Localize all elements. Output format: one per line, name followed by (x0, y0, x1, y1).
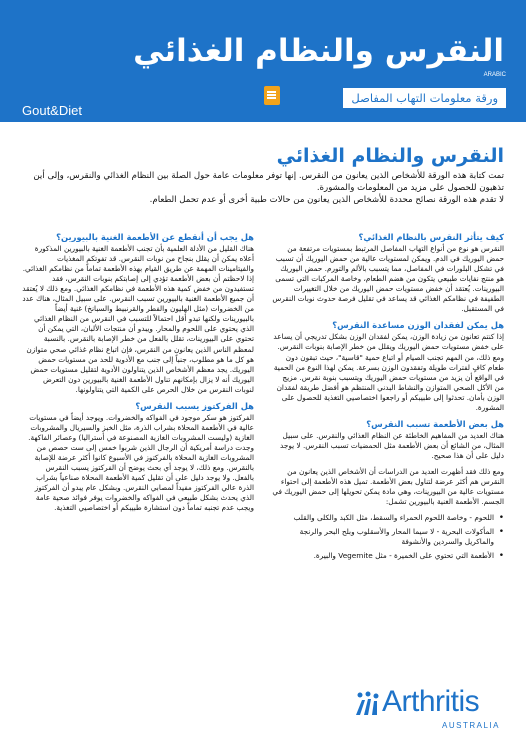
list-item: • المأكولات البحرية - لا سيما المحار والأسقلوب وبلح البحر والرنجة والماكريل والسردين والأنشوفة (272, 527, 504, 547)
section-heading: هل يجب أن أنقطع عن الأطعمة الغنية بالبيورين؟ (56, 232, 254, 242)
right-column (272, 232, 504, 565)
section-paragraph: هناك القليل من الأدلة العلمية بأن تجنب الأطعمة الغنية بالبيورين المذكورة أعلاه يمكن أن يقلل بنجاح من نوبات النقرس. قد تفوتكم المغذيات والفيتامينات المهمة عن طريق القيام بهذه الأطعمة تماماً من نظامكم الغذائي. إذا لاحظتم أن بعض الأطعمة تؤدي إلى إصابتكم بنوبات النقرس، فقد تستفيدون من خفض كمية هذه الأطعمة في نظامكم الغذائي. ومع ذلك لا يُعتقد أن جميع الأطعمة الغنية بالبيورين تسبب النقرس. على سبيل المثال، هناك عدد من الخضروات (مثل الهليون والفطر والقرنبيط والسبانخ) غنية أيضاً بالبيورينات ولكنها تبدو أقل احتمالاً للتسبب في النقرس من النظام الغذائي الذي يحتوي على اللحوم والمحار. ويبدو أن منتجات الألبان، التي يمكن أن تحتوي على البيورينات، تقلل بالفعل من خطر الإصابة بالنقرس. بالنسبة لمعظم الناس الذين يعانون من النقرس، فإن اتباع نظام غذائي صحي متوازن هو كل ما هو مطلوب، جنباً إلى جنب مع الأدوية للحد من مستويات حمض اليوريك. يجد معظم الأشخاص الذين يتناولون الأدوية لتقليل مستويات حمض اليوريك أنه لا يزال بإمكانهم تناول الأطعمة الغنية بالبيورين دون التعرض لنوبات النقرس من خلال الحرص على الكمية التي يتناولونها. (22, 244, 254, 394)
english-title: Gout&Diet (22, 103, 82, 118)
arthritis-australia-logo (352, 685, 502, 733)
header-title: النقرس والنظام الغذائي (133, 33, 504, 69)
section-paragraph: ومع ذلك فقد أظهرت العديد من الدراسات أن الأشخاص الذين يعانون من النقرس هم أكثر عرضة لتناول بعض الأطعمة. تميل هذه الأطعمة إلى احتواء مستويات عالية من البيورينات، وهي مادة يمكن تحويلها إلى حمض اليوريك في الجسم. الأطعمة الغنية بالبيورين تشمل: (272, 466, 504, 507)
intro-paragraph: لا تقدم هذه الورقة نصائح محددة للأشخاص الذين يعانون من حالات طبية أخرى أو عدم تحمل الطعام. (149, 195, 504, 205)
section-paragraph: النقرس هو نوع من أنواع التهاب المفاصل المرتبط بمستويات مرتفعة من حمض اليوريك في الدم. ويمكن لمستويات عالية من حمض اليوريك أن تسبب في تشكل البلورات في المفاصل، مما يتسبب بالألم والتورم. حمض اليوريك هو منتج نفايات طبيعي يتكون من هضم الطعام، وخاصة المركبات التي تسمى البيورينات. يُعتقد أن خفض مستويات حمض اليوريك من خلال التغييرات الطفيفة في نظامكم الغذائي قد يساعد في تقليل فرصة حدوث نوبات النقرس في المستقبل. (272, 244, 504, 314)
section-heading: هل الفركتوز يسبب النقرس؟ (135, 400, 254, 411)
logo-country: AUSTRALIA (442, 721, 500, 730)
section-paragraph: الفركتوز هو سكر موجود في الفواكه والخضروات. ويوجد أيضاً في مستويات عالية في الأطعمة المحلاة بشراب الذرة، مثل الخبز والسيريال والمشروبات الغازية (وليست المشروبات الغازية المصنوعة في أستراليا) وعصائر الفاكهة. وجدت دراسة أمريكية أن الرجال الذين شربوا خمس إلى ست حصص من المشروبات الغازية المحلاة بالفركتوز في الأسبوع كانوا أكثر عرضة للإصابة بالنقرس. ومع ذلك، لا يوجد أي بحث يوضح أن الفركتوز يسبب النقرس بالفعل. ولا يوجد دليل على أن تقليل كمية الأطعمة المحلاة صناعياً بشراب الذرة عالي الفركتوز مفيداً لمصابي النقرس. وبشكل عام يبدو أن الفركتوز الذي يحدث بشكل طبيعي في الفواكه والخضروات يوفر فوائد صحية عامة ويجب عدم تجنبه تماماً دون استشارة طبيبكم أو اختصاصيي التغذية. (28, 412, 254, 513)
header-banner (0, 0, 526, 122)
logo-wordmark: Arthritis (382, 685, 480, 718)
left-column (22, 232, 254, 519)
purine-food-list (272, 513, 504, 561)
section-heading: كيف يتأثر النقرس بالنظام الغذائي؟ (358, 232, 504, 242)
logo-mark-icon (352, 691, 384, 717)
page-title: النقرس والنظام الغذائي (276, 145, 504, 167)
document-icon (264, 86, 280, 105)
list-item: • الأطعمة التي تحتوي على الخميرة - مثل Vegemite والبيرة. (272, 551, 504, 561)
language-label: ARABIC (483, 72, 506, 78)
intro-paragraph: تمت كتابة هذه الورقة للأشخاص الذين يعانون من النقرس. إنها توفر معلومات عامة حول الصلة بين النظام الغذائي والنقرس، وإلى أين تذهبون للحصول على مزيد من المعلومات والمشورة. (33, 171, 504, 193)
section-heading: هل يمكن لفقدان الوزن مساعدة النقرس؟ (332, 320, 504, 331)
list-item: • اللحوم - وخاصة اللحوم الحمراء والسقط، مثل الكبد والكلى والقلب (272, 513, 504, 523)
intro-section (22, 170, 504, 206)
section-heading: هل بعض الأطعمة تسبب النقرس؟ (366, 418, 504, 429)
section-paragraph: هناك العديد من المفاهيم الخاطئة عن النظام الغذائي والنقرس. على سبيل المثال، من الشائع أن بعض الأطعمة مثل الحمضيات تسبب النقرس. لا يوجد دليل على أن هذا صحيح. (280, 430, 504, 460)
section-paragraph: إذا كنتم تعانون من زيادة الوزن، يمكن لفقدان الوزن بشكل تدريجي أن يساعد على خفض مستويات حمض اليوريك ويقلل من خطر الإصابة بنوبات النقرس. ومع ذلك، من المهم تجنب الصيام أو اتباع حمية "قاسية"، حيث تبقون دون طعام كافٍ لفترات طويلة وتفقدون الوزن بسرعة. يمكن لهذا النوع من الحمية في الواقع أن يزيد من مستويات حمض اليوريك ويتسبب بنوبة نقرس. مزيج من الأكل الصحي المتوازن والنشاط البدني المنتظم هو أفضل طريقة لفقدان الوزن بأمان. تحدثوا إلى طبيبكم أو راجعوا اختصاصيي التغذية للحصول على المشورة. (273, 332, 504, 412)
series-label: ورقة معلومات التهاب المفاصل (343, 88, 506, 108)
